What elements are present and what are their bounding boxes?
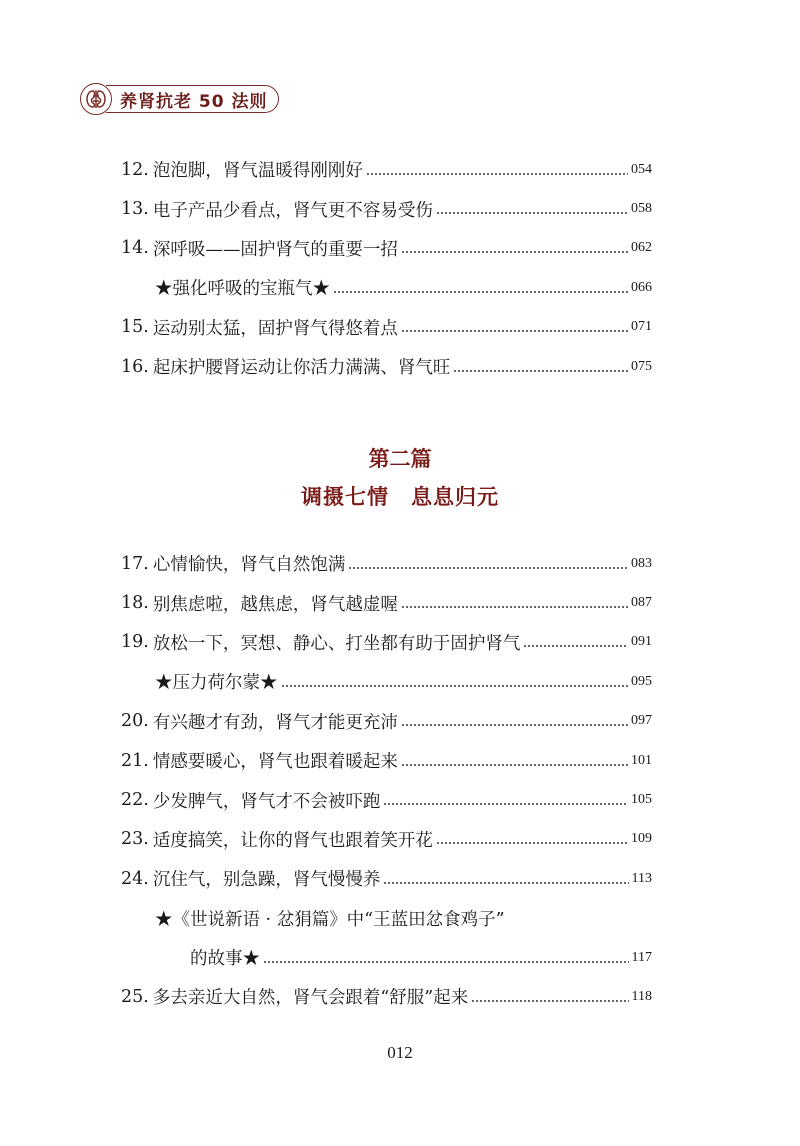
entry-number: 21. — [121, 750, 149, 771]
entry-title: 情感要暖心，肾气也跟着暖起来 — [152, 752, 398, 773]
dot-leader — [401, 606, 628, 608]
entry-page: 105 — [631, 792, 652, 808]
toc-list-part2 — [121, 544, 652, 1017]
entry-number: 22. — [121, 790, 149, 811]
entry-title: 起床护腰肾运动让你活力满满、肾气旺 — [152, 358, 451, 379]
toc-entry[interactable] — [121, 899, 652, 938]
entry-page: 083 — [631, 555, 652, 571]
dot-leader — [333, 291, 628, 293]
toc-entry[interactable] — [121, 308, 652, 347]
toc-entry[interactable] — [121, 150, 652, 189]
entry-number: 12. — [121, 159, 149, 180]
toc-entry[interactable] — [121, 583, 652, 622]
toc-entry[interactable] — [121, 544, 652, 583]
entry-page: 113 — [631, 870, 652, 886]
toc-list-part1 — [121, 150, 652, 386]
dot-leader — [401, 724, 628, 726]
entry-number: 16. — [121, 356, 149, 377]
toc-entry[interactable] — [121, 977, 652, 1016]
entry-page: 101 — [631, 752, 652, 768]
entry-title: ★强化呼吸的宝瓶气★ — [155, 279, 330, 300]
entry-number: 20. — [121, 711, 149, 732]
entry-title: 的故事★ — [190, 949, 260, 970]
entry-title: 少发脾气，肾气才不会被吓跑 — [152, 791, 381, 812]
dot-leader — [263, 961, 629, 963]
entry-title: 电子产品少看点，肾气更不容易受伤 — [152, 200, 433, 221]
toc-entry[interactable] — [121, 662, 652, 701]
entry-title: 泡泡脚，肾气温暖得刚刚好 — [152, 161, 363, 182]
entry-title: 沉住气，别急躁，肾气慢慢养 — [152, 870, 381, 891]
entry-page: 087 — [631, 595, 652, 611]
entry-page: 058 — [631, 201, 652, 217]
entry-number: 18. — [121, 593, 149, 614]
toc-entry[interactable] — [121, 820, 652, 859]
entry-title: ★《世说新语 · 忿狷篇》中“王蓝田忿食鸡子” — [155, 909, 505, 930]
kidney-seal-icon — [80, 83, 112, 115]
toc-entry[interactable] — [121, 780, 652, 819]
running-header — [80, 82, 279, 116]
entry-title: 心情愉快，肾气自然饱满 — [152, 555, 346, 576]
dot-leader — [401, 330, 628, 332]
dot-leader — [453, 370, 628, 372]
toc-entry[interactable] — [121, 268, 652, 307]
entry-title: 适度搞笑，让你的肾气也跟着笑开花 — [152, 830, 433, 851]
entry-title: ★压力荷尔蒙★ — [155, 673, 278, 694]
entry-number: 15. — [121, 317, 149, 338]
entry-number: 23. — [121, 829, 149, 850]
entry-page: 071 — [631, 319, 652, 335]
entry-page: 097 — [631, 713, 652, 729]
entry-page: 118 — [631, 988, 652, 1004]
entry-page: 117 — [631, 949, 652, 965]
toc-entry[interactable] — [121, 702, 652, 741]
entry-title: 运动别太猛，固护肾气得悠着点 — [152, 318, 398, 339]
entry-number: 13. — [121, 199, 149, 220]
book-title-banner — [106, 85, 279, 113]
section-title: 调摄七情 息息归元 — [301, 485, 499, 509]
page-number: 012 — [387, 1043, 413, 1062]
entry-page: 062 — [631, 240, 652, 256]
entry-page: 109 — [631, 831, 652, 847]
dot-leader — [471, 1000, 628, 1002]
entry-number: 14. — [121, 238, 149, 259]
dot-leader — [523, 645, 628, 647]
entry-title: 别焦虑啦，越焦虑，肾气越虚喔 — [152, 594, 398, 615]
entry-page: 066 — [631, 279, 652, 295]
entry-number: 19. — [121, 632, 149, 653]
toc-entry[interactable] — [121, 347, 652, 386]
entry-title: 深呼吸——固护肾气的重要一招 — [152, 239, 398, 260]
dot-leader — [348, 567, 628, 569]
entry-page: 091 — [631, 634, 652, 650]
entry-title: 放松一下，冥想、静心、打坐都有助于固护肾气 — [152, 633, 521, 654]
dot-leader — [383, 803, 628, 805]
toc-entry[interactable] — [121, 741, 652, 780]
entry-page: 075 — [631, 358, 652, 374]
dot-leader — [366, 173, 628, 175]
book-title: 养肾抗老 50 法则 — [120, 91, 268, 112]
entry-title: 有兴趣才有劲，肾气才能更充沛 — [152, 712, 398, 733]
entry-title: 多去亲近大自然，肾气会跟着“舒服”起来 — [152, 988, 469, 1009]
toc-entry[interactable] — [121, 938, 652, 977]
toc-entry[interactable] — [121, 229, 652, 268]
dot-leader — [401, 251, 628, 253]
entry-page: 054 — [631, 161, 652, 177]
entry-number: 17. — [121, 553, 149, 574]
section-label: 第二篇 — [368, 447, 432, 471]
dot-leader — [401, 764, 628, 766]
toc-entry[interactable] — [121, 623, 652, 662]
dot-leader — [383, 882, 628, 884]
dot-leader — [436, 212, 628, 214]
entry-number: 25. — [121, 986, 149, 1007]
toc-entry[interactable] — [121, 859, 652, 898]
toc-entry[interactable] — [121, 189, 652, 228]
dot-leader — [436, 842, 628, 844]
dot-leader — [281, 685, 629, 687]
entry-page: 095 — [631, 673, 652, 689]
entry-number: 24. — [121, 868, 149, 889]
